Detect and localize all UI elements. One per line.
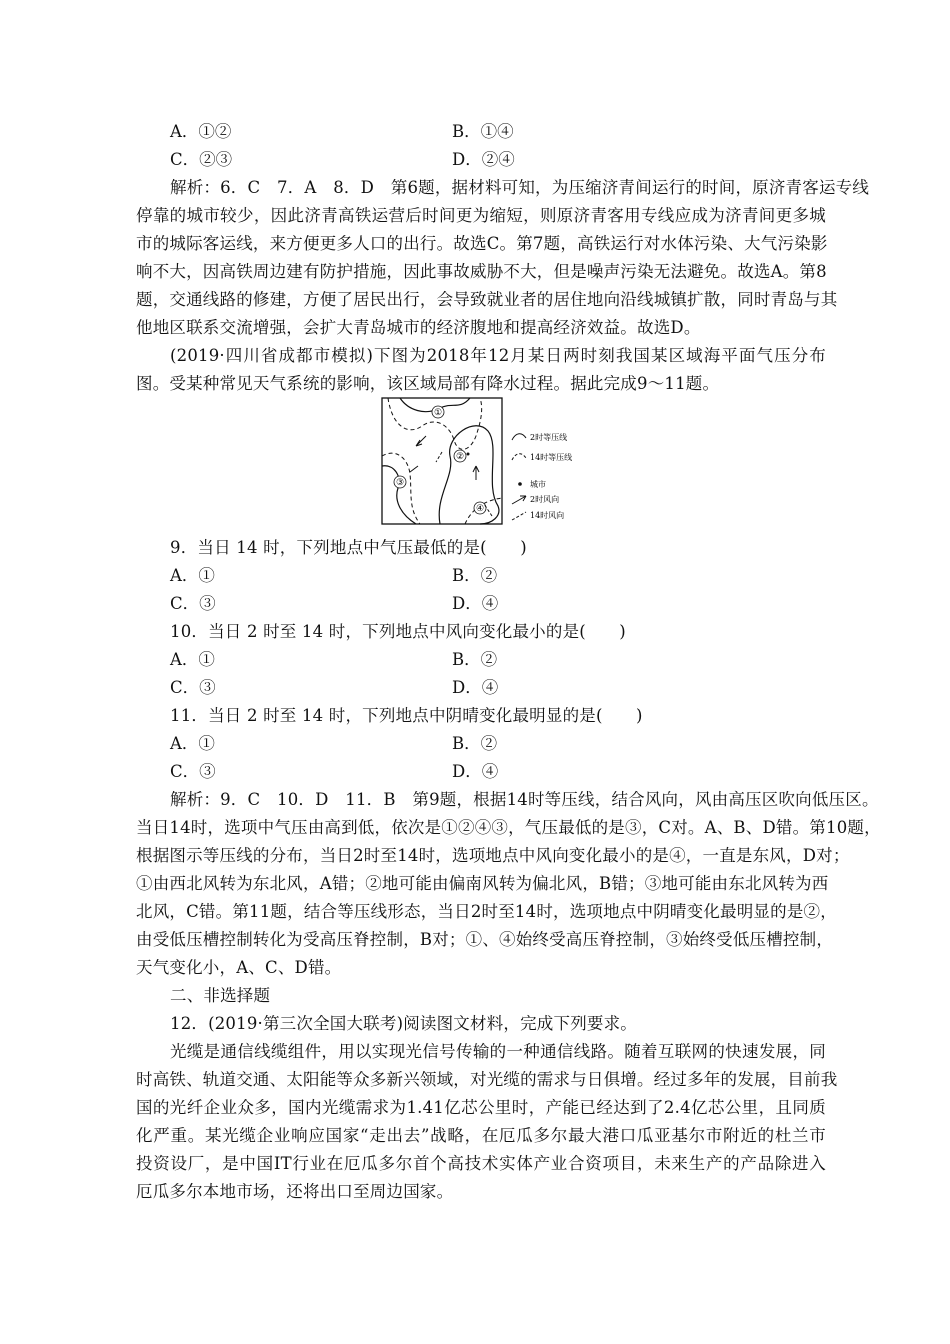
analysis-line: 市的城际客运线，来方便更多人口的出行。故选C。第7题，高铁运行对水体污染、大气污染影 [136, 234, 828, 253]
point-4-label: ④ [475, 504, 485, 514]
option-a: A．① [170, 566, 215, 585]
option-a: A．①② [170, 122, 232, 141]
option-b: B．② [452, 650, 498, 669]
legend-2h-wind: 2时风向 [530, 495, 560, 504]
analysis-line: 题，交通线路的修建，方便了居民出行，会导致就业者的居住地向沿线城镇扩散，同时青岛与其 [136, 290, 838, 309]
material-line: 化严重。某光缆企业响应国家“走出去”战略，在厄瓜多尔最大港口瓜亚基尔市附近的杜兰市 [136, 1126, 826, 1145]
analysis-line: 他地区联系交流增强，会扩大青岛城市的经济腹地和提高经济效益。故选D。 [136, 318, 701, 337]
legend-2h-isobar-symbol [512, 434, 526, 440]
analysis-line: 解析：6．C 7．A 8．D 第6题，据材料可知，为压缩济青间运行的时间，原济青客运专线 [170, 178, 870, 197]
option-c: C．③ [170, 678, 216, 697]
option-d: D．④ [452, 762, 499, 781]
legend-city: 城市 [530, 480, 546, 489]
analysis-line: 北风，C错。第11题，结合等压线形态，当日2时至14时，选项地点中阴晴变化最明显的是②， [136, 902, 837, 921]
pressure-map-figure [380, 396, 600, 526]
question-10-stem: 10．当日 2 时至 14 时，下列地点中风向变化最小的是( ) [170, 622, 626, 641]
analysis-line: 根据图示等压线的分布，当日2时至14时，选项地点中风向变化最小的是④，一直是东风，D对； [136, 846, 850, 865]
material-line: 时高铁、轨道交通、太阳能等众多新兴领域，对光缆的需求与日俱增。经过多年的发展，目前我 [136, 1070, 838, 1089]
analysis-line: 天气变化小，A、C、D错。 [136, 958, 342, 977]
prev-options-row-2 [170, 150, 770, 170]
material-line: 厄瓜多尔本地市场，还将出口至周边国家。 [136, 1182, 454, 1201]
analysis-line: 由受低压槽控制转化为受高压脊控制，B对；①、④始终受高压脊控制，③始终受低压槽控制， [136, 930, 834, 949]
point-1-label: ① [433, 408, 443, 418]
option-d: D．④ [452, 594, 499, 613]
city-dot [467, 453, 470, 456]
legend-14h-isobar: 14时等压线 [530, 453, 573, 462]
question-11-options-row-1 [170, 734, 770, 754]
point-2-label: ② [455, 452, 465, 462]
option-a: A．① [170, 650, 215, 669]
option-d: D．④ [452, 678, 499, 697]
legend-14h-wind: 14时风向 [530, 511, 565, 520]
option-c: C．③ [170, 762, 216, 781]
question-11-options-row-2 [170, 762, 770, 782]
analysis-line: 当日14时，选项中气压由高到低，依次是①②④③，气压最低的是③，C对。A、B、D错。第10题， [136, 818, 881, 837]
question-12-stem: 12．(2019·第三次全国大联考)阅读图文材料，完成下列要求。 [170, 1014, 638, 1033]
analysis-line: 响不大，因高铁周边建有防护措施，因此事故威胁不大，但是噪声污染无法避免。故选A。第8 [136, 262, 827, 281]
point-3-label: ③ [395, 478, 405, 488]
material-line: 光缆是通信线缆组件，用以实现光信号传输的一种通信线路。随着互联网的快速发展，同 [170, 1042, 826, 1061]
material-line: 投资设厂，是中国IT行业在厄瓜多尔首个高技术实体产业合资项目，未来生产的产品除进入 [136, 1154, 826, 1173]
legend-2h-wind-symbol [512, 496, 526, 504]
analysis-line: 停靠的城市较少，因此济青高铁运营后时间更为缩短，则原济青客用专线应成为济青间更多城 [136, 206, 826, 225]
analysis-line: ①由西北风转为东北风，A错；②地可能由偏南风转为偏北风，B错；③地可能由东北风转为西 [136, 874, 829, 893]
question-9-stem: 9．当日 14 时，下列地点中气压最低的是( ) [170, 538, 527, 557]
legend-14h-isobar-symbol [512, 454, 526, 460]
section-title: 二、非选择题 [170, 986, 271, 1005]
intro-line: (2019·四川省成都市模拟)下图为2018年12月某日两时刻我国某区域海平面气压分布 [170, 346, 826, 365]
prev-options-row-1 [170, 122, 770, 142]
legend-2h-isobar: 2时等压线 [530, 433, 568, 442]
question-9-options-row-1 [170, 566, 770, 586]
question-10-options-row-1 [170, 650, 770, 670]
option-c: C．③ [170, 594, 216, 613]
material-line: 国的光纤企业众多，国内光缆需求为1.41亿芯公里时，产能已经达到了2.4亿芯公里，且同质 [136, 1098, 826, 1117]
question-10-options-row-2 [170, 678, 770, 698]
legend-14h-wind-symbol [512, 512, 526, 520]
question-11-stem: 11．当日 2 时至 14 时，下列地点中阴晴变化最明显的是( ) [170, 706, 643, 725]
option-b: B．①④ [452, 122, 514, 141]
option-c: C．②③ [170, 150, 233, 169]
legend-city-symbol [518, 482, 522, 486]
question-9-options-row-2 [170, 594, 770, 614]
option-a: A．① [170, 734, 215, 753]
option-b: B．② [452, 566, 498, 585]
option-b: B．② [452, 734, 498, 753]
option-d: D．②④ [452, 150, 515, 169]
intro-line: 图。受某种常见天气系统的影响，该区域局部有降水过程。据此完成9～11题。 [136, 374, 720, 393]
analysis-line: 解析：9．C 10．D 11．B 第9题，根据14时等压线，结合风向，风由高压区吹向低压区。 [170, 790, 879, 809]
